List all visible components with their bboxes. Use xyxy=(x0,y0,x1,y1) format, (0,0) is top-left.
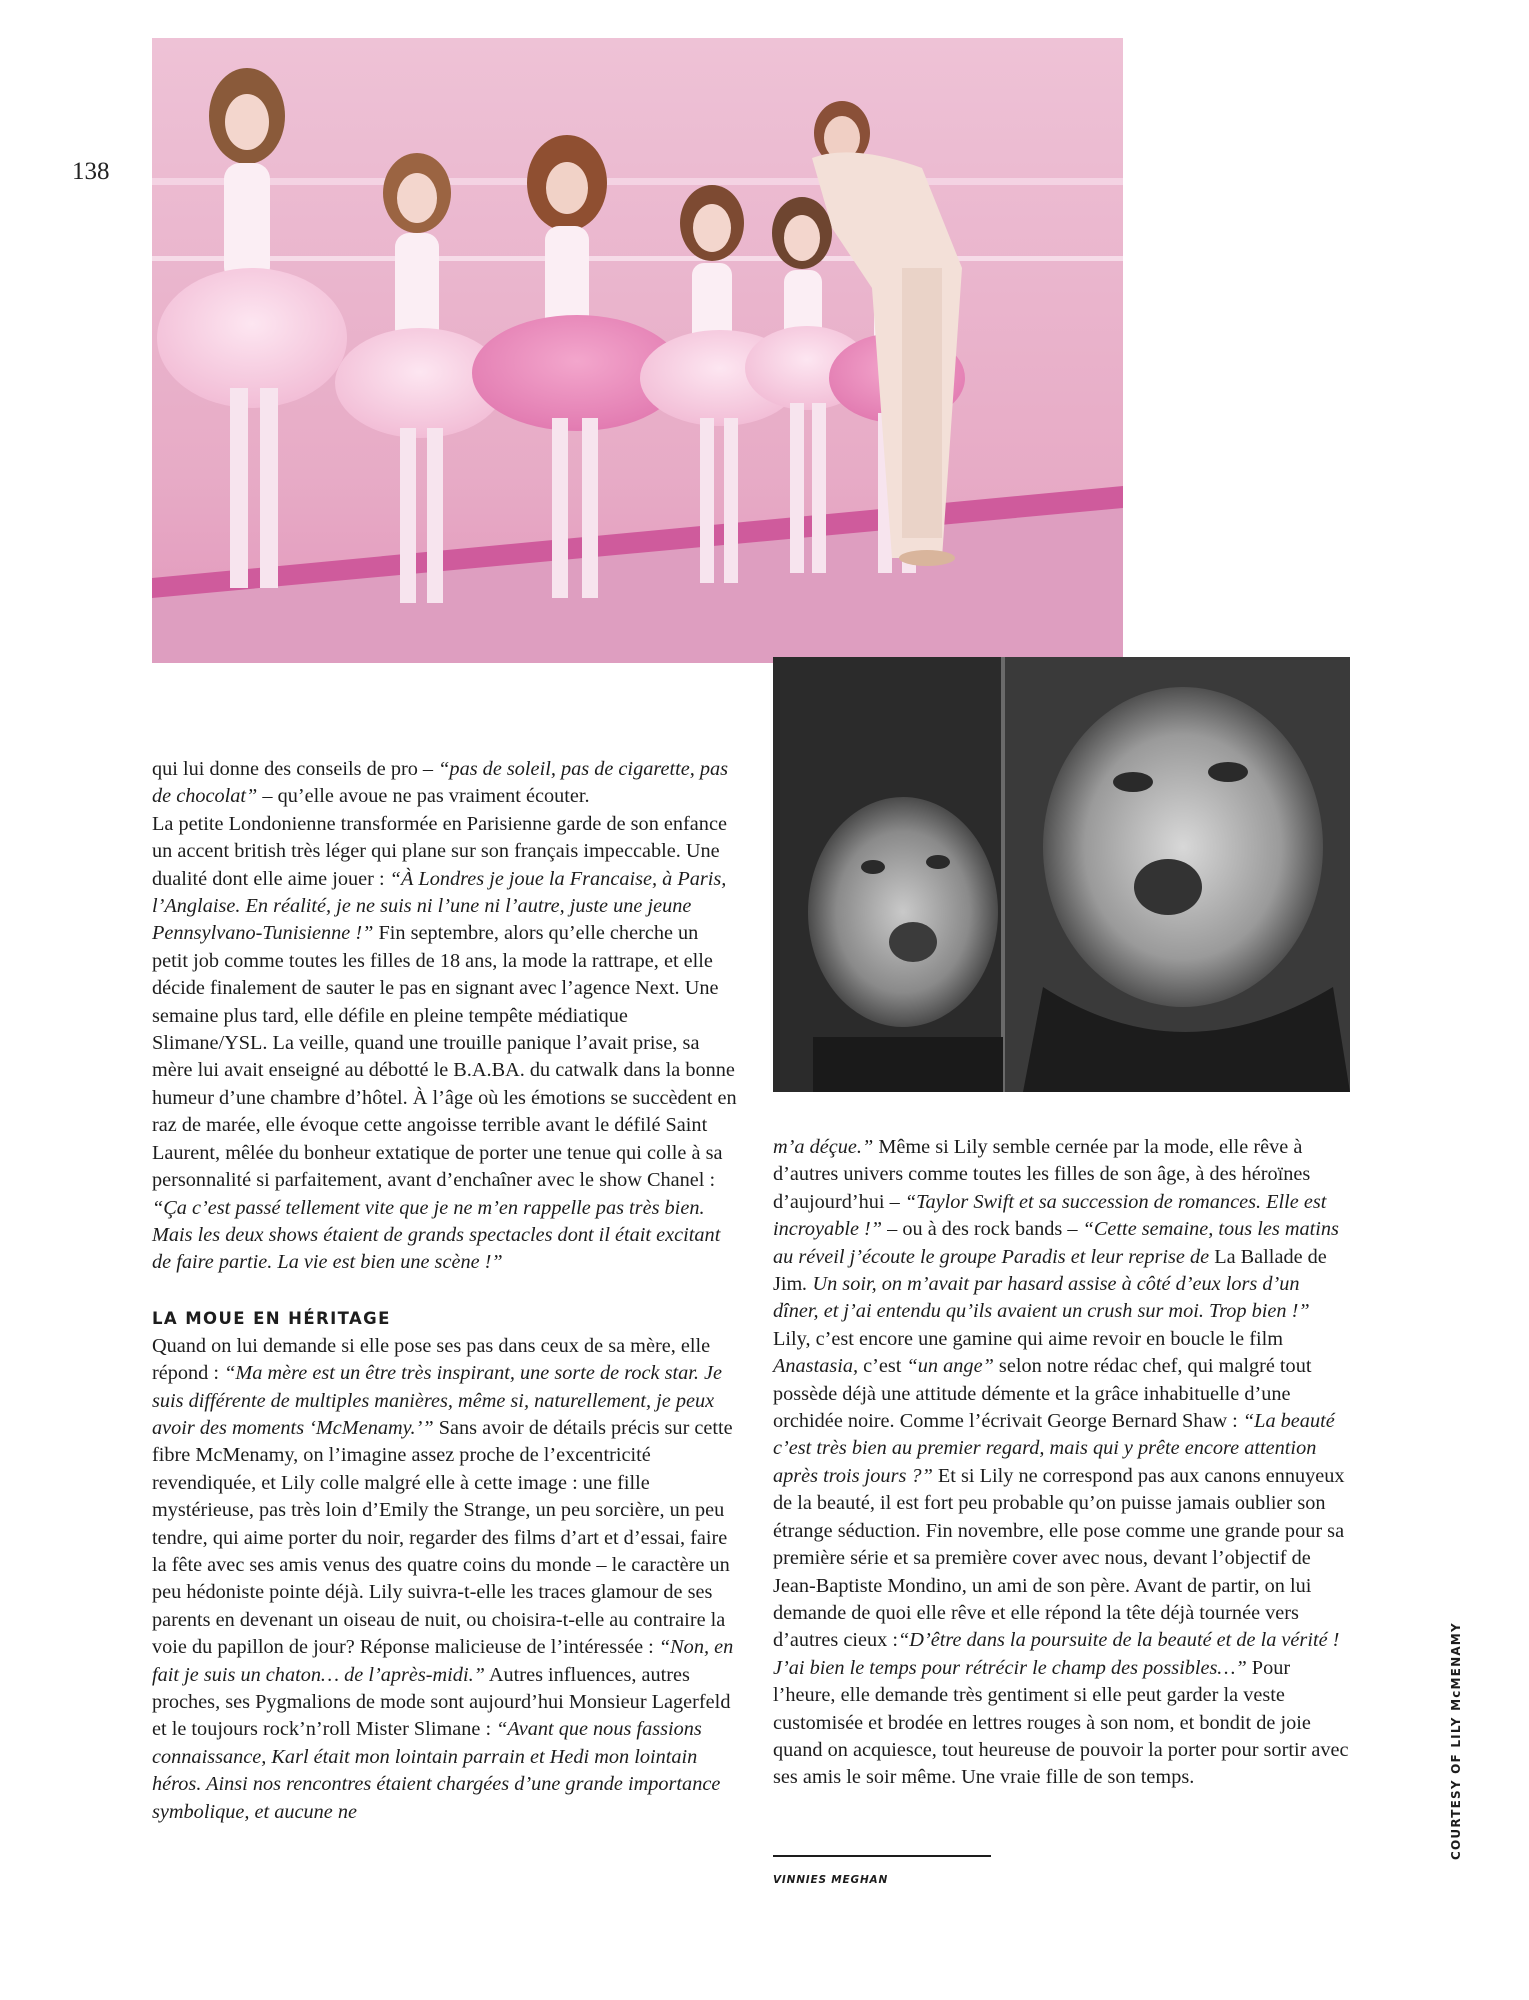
quote-run: “Ma mère est un être très inspirant, une sorte de rock star. Je suis différente de multiples manières, même si, naturellement, je peux avoir des moments ‘McMenamy.’” xyxy=(152,1362,723,1439)
quote-run: . Un soir, on m’avait par hasard assise à côté d’eux lors d’un dîner, et j’ai entendu qu’ils avaient un crush sur moi. Trop bien !” xyxy=(773,1273,1310,1323)
article-right-column xyxy=(773,1134,1350,1792)
paragraph xyxy=(152,811,737,1277)
text-run: – ou à des rock bands – xyxy=(882,1218,1083,1241)
quote-run: “Taylor Swift et sa succession de romances. Elle est incroyable !” xyxy=(773,1190,1327,1241)
text-run: Et si Lily ne correspond pas aux canons ennuyeux de la beauté, il est fort peu probable qu’on puisse jamais oublier son étrange séduction. Fin novembre, elle pose comme une grande pour sa première série et sa première cover avec nous, devant l’objectif de Jean-Baptiste Mondino, un ami de son père. Avant de partir, on lui demande de quoi elle rêve et elle répond la tête déjà tournée vers d’autres cieux : xyxy=(773,1464,1345,1652)
quote-run: Anastasia, xyxy=(773,1355,859,1378)
text-run: qui lui donne des conseils de pro – xyxy=(152,758,439,780)
text-run: La Ballade de Jim xyxy=(773,1245,1327,1296)
paragraph xyxy=(152,1333,737,1826)
text-run: c’est xyxy=(858,1355,907,1378)
quote-run: m’a déçue.” xyxy=(773,1136,874,1158)
quote-run: “pas de soleil, pas de cigarette, pas de chocolat” xyxy=(152,758,729,808)
text-run: Autres influences, autres proches, ses Pygmalions de mode sont aujourd’hui Monsieur Lagerfeld et le toujours rock’n’roll Mister Slimane : xyxy=(152,1663,731,1741)
quote-run: “D’être dans la poursuite de la beauté et de la vérité ! J’ai bien le temps pour rétrécir le champ des possibles…” xyxy=(773,1629,1340,1679)
quote-run: “un ange” xyxy=(906,1355,994,1378)
paragraph xyxy=(773,1134,1350,1792)
quote-run: “Cette semaine, tous les matins au réveil j’écoute le groupe Paradis et leur reprise de xyxy=(773,1218,1339,1268)
quote-run: “La beauté c’est très bien au premier regard, mais qui y prête encore attention après trois jours ?” xyxy=(773,1410,1335,1487)
text-run: – qu’elle avoue ne pas vraiment écouter. xyxy=(257,785,590,808)
text-run: selon notre rédac chef, qui malgré tout possède déjà une attitude démente et la grâce inhabituelle d’une orchidée noire. Comme l’écrivait George Bernard Shaw : xyxy=(773,1355,1312,1433)
photo-credit: COURTESY OF LILY McMENAMY xyxy=(1449,1622,1463,1860)
text-run: La petite Londonienne transformée en Parisienne garde de son enfance un accent british très léger qui plane sur son français impeccable. Une dualité dont elle aime jouer : xyxy=(152,812,727,890)
quote-run: “Avant que nous fassions connaissance, Karl était mon lointain parrain et Hedi mon lointain héros. Ainsi nos rencontres étaient chargées d’une grande importance symbolique, et aucune ne xyxy=(152,1718,721,1823)
quote-run: “Ça c’est passé tellement vite que je ne m’en rappelle pas très bien. Mais les deux shows étaient de grands spectacles dont il était excitant de faire partie. La vie est bien une scène !” xyxy=(152,1196,721,1274)
paragraph xyxy=(152,756,737,811)
text-run: Quand on lui demande si elle pose ses pas dans ceux de sa mère, elle répond : xyxy=(152,1334,711,1385)
ballet-photo-illustration xyxy=(152,38,1123,663)
quote-run: “À Londres je joue la Francaise, à Paris, l’Anglaise. En réalité, je ne suis ni l’une ni l’autre, juste une jeune Pennsylvano-Tunisienne !” xyxy=(152,867,727,945)
bw-photo-illustration xyxy=(773,657,1350,1092)
byline: VINNIES MEGHAN xyxy=(773,1874,889,1886)
text-run: Sans avoir de détails précis sur cette fibre McMenamy, on l’imagine assez proche de l’excentricité revendiquée, et Lily colle malgré elle à cette image : une fille mystérieuse, pas très loin d’Emily the Strange, un peu sorcière, un peu tendre, qui aime porter du noir, regarder des films d’art et d’essai, faire la fête avec ses amis venus des quatre coins du monde – le caractère un peu hédoniste pointe déjà. Lily suivra-t-elle les traces glamour de ses parents en devenant un oiseau de nuit, ou choisira-t-elle au contraire la voie du papillon de jour? Réponse malicieuse de l’intéressée : xyxy=(152,1416,733,1659)
text-run: Pour l’heure, elle demande très gentiment si elle peut garder la veste customisée et brodée en lettres rouges à son nom, et bondit de joie quand on acquiesce, tout heureuse de pouvoir la porter pour sortir avec ses amis le soir même. Une vraie fille de son temps. xyxy=(773,1656,1349,1789)
text-run: Lily, c’est encore une gamine qui aime revoir en boucle le film xyxy=(773,1327,1284,1350)
article-left-column xyxy=(152,756,737,1826)
quote-run: “Non, en fait je suis un chaton… de l’après-midi.” xyxy=(152,1636,734,1686)
section-subheading: LA MOUE EN HÉRITAGE xyxy=(152,1308,391,1328)
byline-divider xyxy=(773,1855,991,1857)
page-number: 138 xyxy=(72,158,110,185)
black-and-white-childhood-photos xyxy=(773,657,1350,1092)
text-run: Même si Lily semble cernée par la mode, elle rêve à d’autres univers comme toutes les filles de son âge, à des héroïnes d’aujourd’hui – xyxy=(773,1136,1311,1213)
text-run: Fin septembre, alors qu’elle cherche un petit job comme toutes les filles de 18 ans, la mode la rattrape, et elle décide finalement de sauter le pas en signant avec l’agence Next. Une semaine plus tard, elle défile en pleine tempête médiatique Slimane/YSL. La veille, quand une trouille panique l’avait prise, sa mère lui avait enseigné au débotté le B.A.BA. du catwalk dans la bonne humeur d’une chambre d’hôtel. À l’âge où les émotions se succèdent en raz de marée, elle évoque cette angoisse terrible avant le défilé Saint Laurent, mêlée du bonheur extatique de porter une tenue qui colle à sa personnalité si parfaitement, avant d’enchaîner avec le show Chanel : xyxy=(152,922,737,1192)
ballet-class-photo xyxy=(152,38,1123,663)
